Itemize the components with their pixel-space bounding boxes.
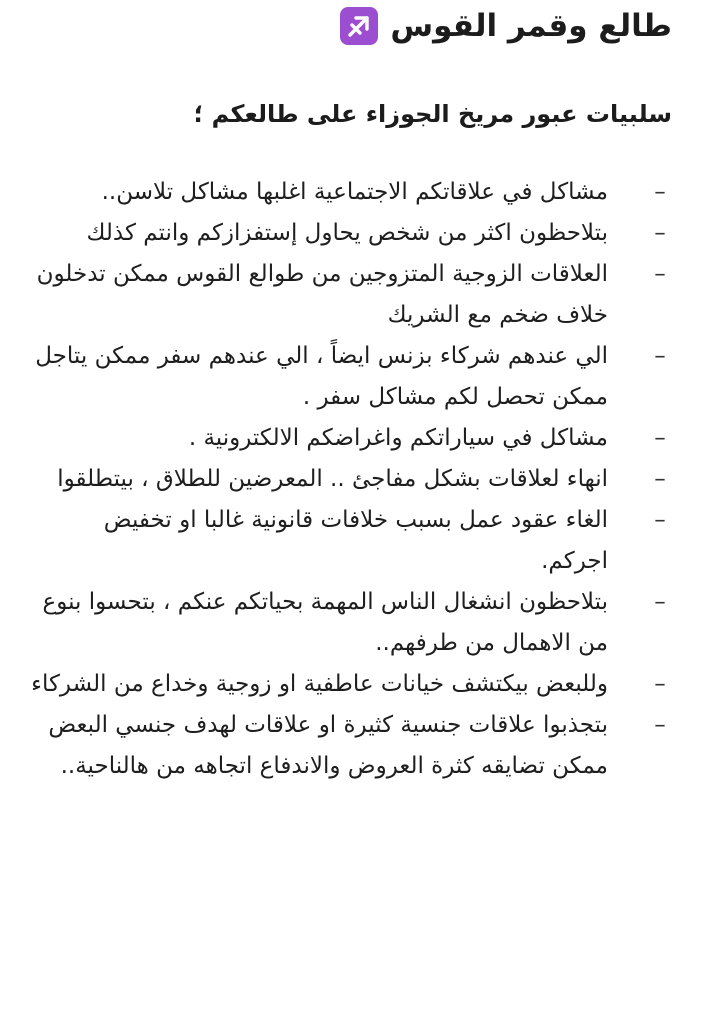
bullet-dash: – bbox=[654, 466, 666, 492]
sagittarius-icon bbox=[340, 7, 378, 45]
list-item bbox=[30, 459, 670, 500]
list-item-text: مشاكل في سياراتكم واغراضكم الالكترونية . bbox=[188, 425, 608, 451]
bullet-dash: – bbox=[654, 589, 666, 615]
list-item-text: الغاء عقود عمل بسبب خلافات قانونية غالبا او تخفيض اجركم. bbox=[103, 507, 608, 574]
bullet-dash: – bbox=[654, 220, 666, 246]
list-item bbox=[30, 172, 670, 213]
list-item-text: بتلاحظون اكثر من شخص يحاول إستفزازكم وانتم كذلك bbox=[86, 220, 608, 246]
list-item bbox=[30, 336, 670, 418]
list-item-text: انهاء لعلاقات بشكل مفاجئ .. المعرضين للطلاق ، بيتطلقوا bbox=[57, 466, 608, 492]
list-item-text: بتجذبوا علاقات جنسية كثيرة او علاقات لهدف جنسي البعض ممكن تضايقه كثرة العروض والاندفاع اتجاهه من هالناحية.. bbox=[48, 712, 608, 779]
bullet-dash: – bbox=[654, 343, 666, 369]
title-row bbox=[20, 2, 672, 50]
list-item-text: وللبعض بيكتشف خيانات عاطفية او زوجية وخداع من الشركاء bbox=[31, 671, 608, 697]
bullet-dash: – bbox=[654, 179, 666, 205]
negatives-list bbox=[30, 172, 670, 787]
list-item-text: الي عندهم شركاء بزنس ايضاً ، الي عندهم سفر ممكن يتاجل ممكن تحصل لكم مشاكل سفر . bbox=[35, 343, 608, 410]
list-item bbox=[30, 254, 670, 336]
bullet-dash: – bbox=[654, 712, 666, 738]
list-item-text: العلاقات الزوجية المتزوجين من طوالع القوس ممكن تدخلون خلاف ضخم مع الشريك bbox=[36, 261, 608, 328]
bullet-dash: – bbox=[654, 507, 666, 533]
section-heading: سلبيات عبور مريخ الجوزاء على طالعكم ؛ bbox=[193, 100, 672, 128]
list-item bbox=[30, 500, 670, 582]
list-item-text: مشاكل في علاقاتكم الاجتماعية اغلبها مشاكل تلاسن.. bbox=[101, 179, 608, 205]
list-item bbox=[30, 582, 670, 664]
list-item bbox=[30, 213, 670, 254]
page-title: طالع وقمر القوس bbox=[390, 8, 672, 44]
list-item-text: بتلاحظون انشغال الناس المهمة بحياتكم عنكم ، بتحسوا بنوع من الاهمال من طرفهم.. bbox=[42, 589, 608, 656]
list-item bbox=[30, 418, 670, 459]
list-item bbox=[30, 705, 670, 787]
list-item bbox=[30, 664, 670, 705]
bullet-dash: – bbox=[654, 261, 666, 287]
bullet-dash: – bbox=[654, 425, 666, 451]
bullet-dash: – bbox=[654, 671, 666, 697]
